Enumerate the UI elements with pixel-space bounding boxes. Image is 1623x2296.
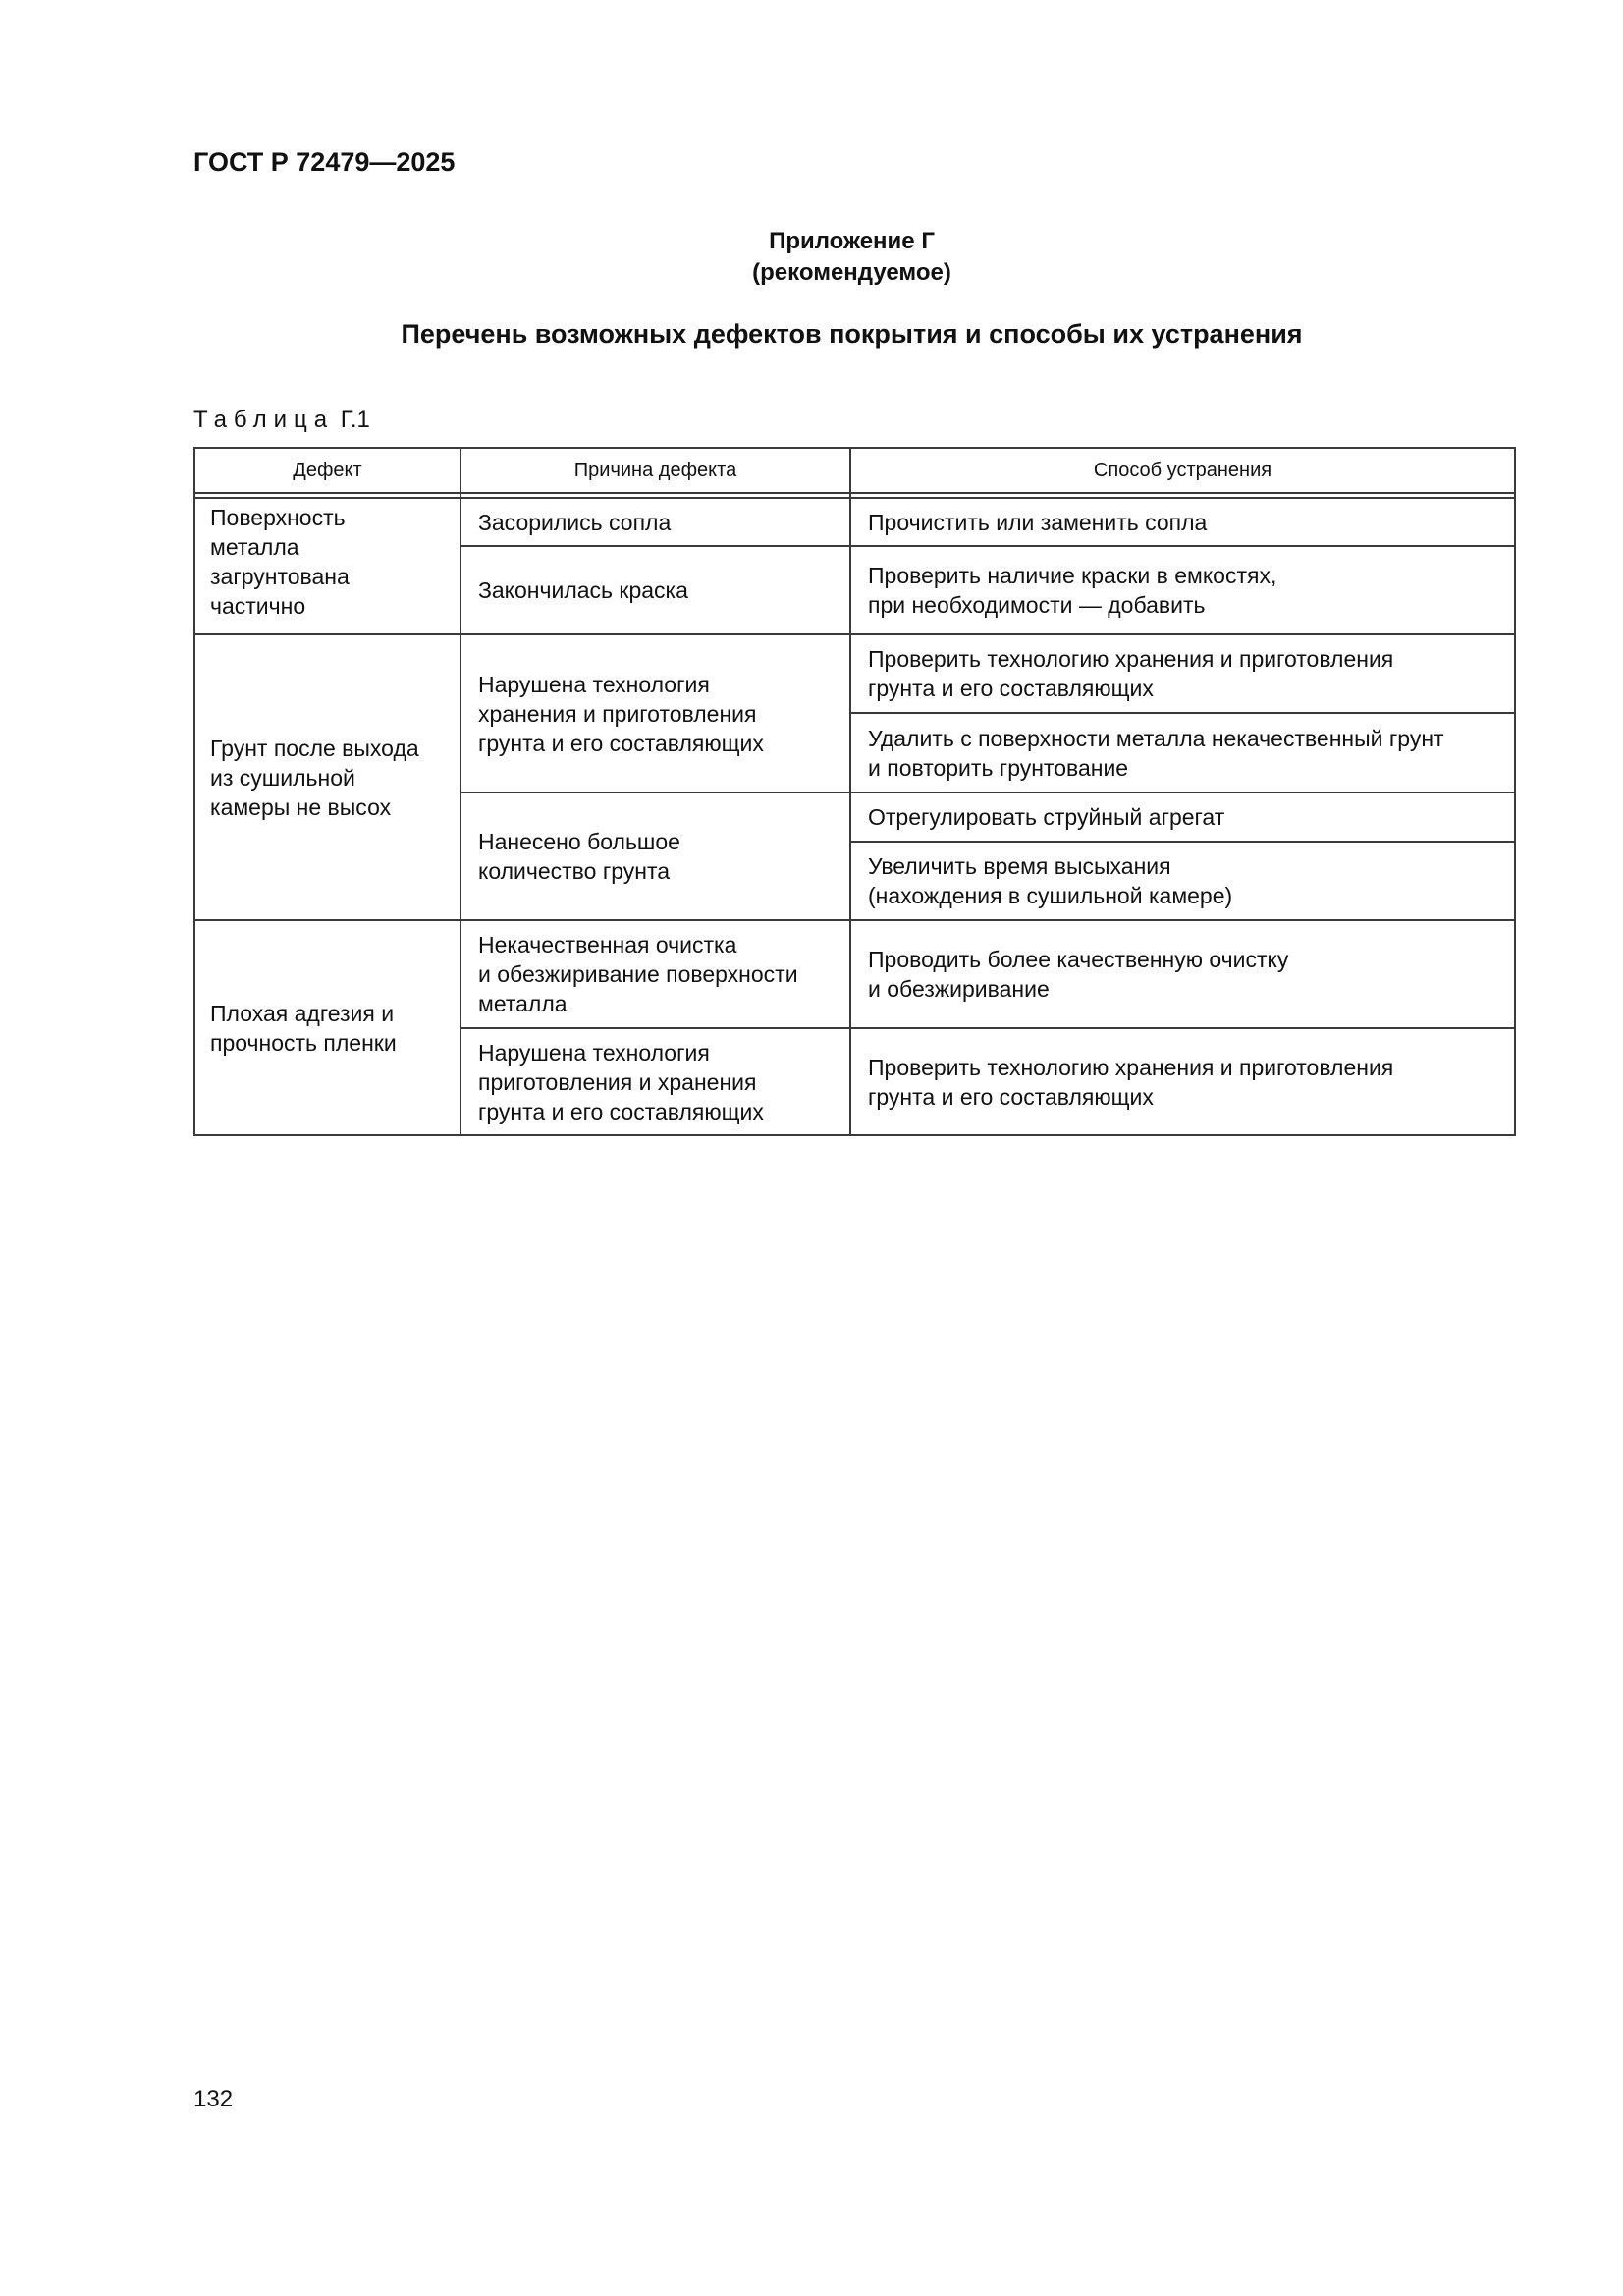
cause-cell: Закончилась краска — [478, 577, 688, 603]
remedy-cell: Проверить технологию хранения и приготовления грунта и его составляющих — [868, 1054, 1394, 1110]
page-number: 132 — [193, 2086, 234, 2112]
table-rule — [460, 447, 461, 1136]
column-header: Причина дефекта — [573, 460, 737, 481]
table-label-number: Г.1 — [340, 407, 370, 433]
remedy-cell: Проверить наличие краски в емкостях, при необходимости — добавить — [868, 563, 1277, 618]
remedy-cell: Проверить технологию хранения и приготовления грунта и его составляющих — [868, 646, 1394, 701]
remedy-cell: Увеличить время высыхания (нахождения в сушильной камере) — [868, 853, 1233, 908]
remedy-cell: Отрегулировать струйный агрегат — [868, 804, 1225, 830]
cause-cell: Засорились сопла — [478, 509, 672, 535]
defect-cell: Грунт после выхода из сушильной камеры не высох — [210, 735, 419, 820]
table-label — [193, 407, 370, 434]
table-label-prefix: Таблица — [193, 407, 335, 433]
document-title: Перечень возможных дефектов покрытия и способы их устранения — [401, 319, 1303, 349]
defect-cell: Плохая адгезия и прочность пленки — [210, 1000, 397, 1056]
remedy-cell: Прочистить или заменить сопла — [868, 509, 1208, 535]
column-header: Способ устранения — [1093, 460, 1272, 481]
cause-cell: Нарушена технология хранения и приготовления грунта и его составляющих — [478, 671, 764, 756]
remedy-cell: Проводить более качественную очистку и обезжиривание — [868, 947, 1289, 1002]
cause-cell: Нарушена технология приготовления и хранения грунта и его составляющих — [478, 1039, 764, 1124]
table-rule — [193, 447, 195, 1136]
defect-cell: Поверхность металла загрунтована частично — [210, 505, 350, 619]
cause-cell: Некачественная очистка и обезжиривание поверхности металла — [478, 932, 798, 1016]
defects-table — [193, 447, 1516, 1136]
cause-cell: Нанесено большое количество грунта — [478, 829, 680, 884]
table-rule — [1514, 447, 1516, 1136]
appendix-title: Приложение Г — [769, 228, 935, 254]
table-rule — [193, 1134, 1516, 1136]
standard-code: ГОСТ Р 72479—2025 — [193, 147, 456, 177]
appendix-status: (рекомендуемое) — [752, 259, 951, 286]
remedy-cell: Удалить с поверхности металла некачественный грунт и повторить грунтование — [868, 725, 1444, 781]
table-rule — [849, 447, 851, 1136]
table-rule — [193, 492, 1516, 494]
column-header: Дефект — [293, 460, 362, 481]
